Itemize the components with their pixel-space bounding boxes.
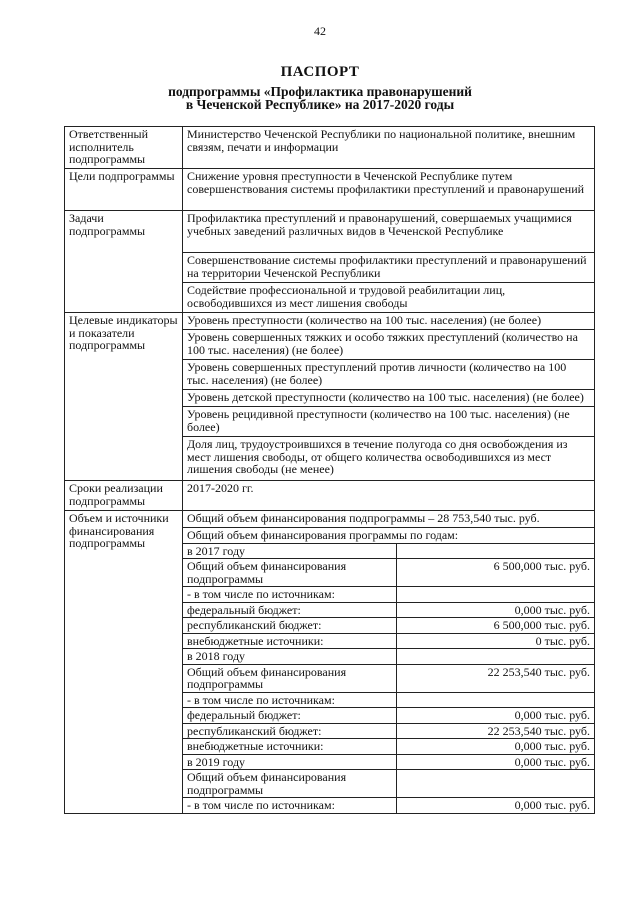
task-item: Профилактика преступлений и правонарушений, совершаемых учащимися учебных заведений различных видов в Чеченской Республике [183, 211, 595, 253]
financing-line-text: республиканский бюджет: [183, 618, 397, 634]
row-label-financing: Объем и источники финансирования подпрограммы [65, 511, 183, 814]
document-subtitle-line-2: в Чеченской Республике» на 2017-2020 годы [185, 97, 455, 112]
row-label-period: Сроки реализации подпрограммы [65, 481, 183, 511]
financing-line-amount: 0,000 тыс. руб. [397, 602, 595, 618]
row-value-goals: Снижение уровня преступности в Чеченской Республике путем совершенствования системы профилактики преступлений и правонарушений [183, 169, 595, 211]
row-label-responsible: Ответственный исполнитель подпрограммы [65, 127, 183, 169]
financing-total: Общий объем финансирования подпрограммы – 28 753,540 тыс. руб. [183, 511, 595, 528]
indicator-item: Доля лиц, трудоустроившихся в течение полугода со дня освобождения из мест лишения свободы, от общего количества освободившихся из мест лишения свободы (не менее) [183, 437, 595, 481]
row-label-tasks: Задачи подпрограммы [65, 211, 183, 313]
financing-line-text: в 2019 году [183, 754, 397, 770]
table-row [65, 169, 595, 211]
financing-line-amount: 0,000 тыс. руб. [397, 739, 595, 755]
financing-line-amount [397, 649, 595, 665]
task-item: Содействие профессиональной и трудовой реабилитации лиц, освободившихся из мест лишения свободы [183, 283, 595, 313]
passport-table [64, 126, 595, 814]
financing-line-amount [397, 587, 595, 603]
table-row [65, 481, 595, 511]
indicator-item: Уровень детской преступности (количество на 100 тыс. населения) (не более) [183, 390, 595, 407]
indicator-item: Уровень рецидивной преступности (количество на 100 тыс. населения) (не более) [183, 407, 595, 437]
table-row [65, 127, 595, 169]
indicator-item: Уровень совершенных тяжких и особо тяжких преступлений (количество на 100 тыс. населения) (не более) [183, 330, 595, 360]
financing-line-amount: 22 253,540 тыс. руб. [397, 723, 595, 739]
financing-line-amount [397, 770, 595, 798]
financing-line-text: внебюджетные источники: [183, 739, 397, 755]
financing-line-amount [397, 543, 595, 559]
financing-line-amount: 22 253,540 тыс. руб. [397, 664, 595, 692]
financing-by-years-header: Общий объем финансирования программы по годам: [183, 528, 595, 544]
document-title-block [0, 63, 640, 111]
document-subtitle-line-1: подпрограммы «Профилактика правонарушений [168, 84, 472, 99]
financing-line-text: федеральный бюджет: [183, 602, 397, 618]
financing-line-amount: 6 500,000 тыс. руб. [397, 559, 595, 587]
indicator-item: Уровень преступности (количество на 100 тыс. населения) (не более) [183, 313, 595, 330]
financing-line-text: - в том числе по источникам: [183, 692, 397, 708]
indicator-item: Уровень совершенных преступлений против личности (количество на 100 тыс. населения) (не более) [183, 360, 595, 390]
financing-line-amount: 6 500,000 тыс. руб. [397, 618, 595, 634]
document-title: ПАСПОРТ [280, 64, 360, 80]
financing-line-amount: 0,000 тыс. руб. [397, 754, 595, 770]
row-label-indicators: Целевые индикаторы и показатели подпрограммы [65, 313, 183, 481]
financing-line-text: Общий объем финансирования подпрограммы [183, 770, 397, 798]
financing-line-text: - в том числе по источникам: [183, 798, 397, 814]
financing-line-text: внебюджетные источники: [183, 633, 397, 649]
financing-line-text: в 2017 году [183, 543, 397, 559]
task-item: Совершенствование системы профилактики преступлений и правонарушений на территории Чеченской Республики [183, 253, 595, 283]
financing-line-amount: 0,000 тыс. руб. [397, 798, 595, 814]
table-row [65, 313, 595, 330]
row-label-goals: Цели подпрограммы [65, 169, 183, 211]
row-value-period: 2017-2020 гг. [183, 481, 595, 511]
financing-line-amount: 0,000 тыс. руб. [397, 708, 595, 724]
financing-line-text: в 2018 году [183, 649, 397, 665]
table-row [65, 511, 595, 528]
financing-line-text: федеральный бюджет: [183, 708, 397, 724]
financing-line-text: Общий объем финансирования подпрограммы [183, 664, 397, 692]
financing-line-text: республиканский бюджет: [183, 723, 397, 739]
financing-line-text: - в том числе по источникам: [183, 587, 397, 603]
financing-line-text: Общий объем финансирования подпрограммы [183, 559, 397, 587]
table-row [65, 211, 595, 253]
financing-line-amount: 0 тыс. руб. [397, 633, 595, 649]
page-number: 42 [314, 24, 326, 38]
financing-line-amount [397, 692, 595, 708]
row-value-responsible: Министерство Чеченской Республики по национальной политике, внешним связям, печати и информации [183, 127, 595, 169]
